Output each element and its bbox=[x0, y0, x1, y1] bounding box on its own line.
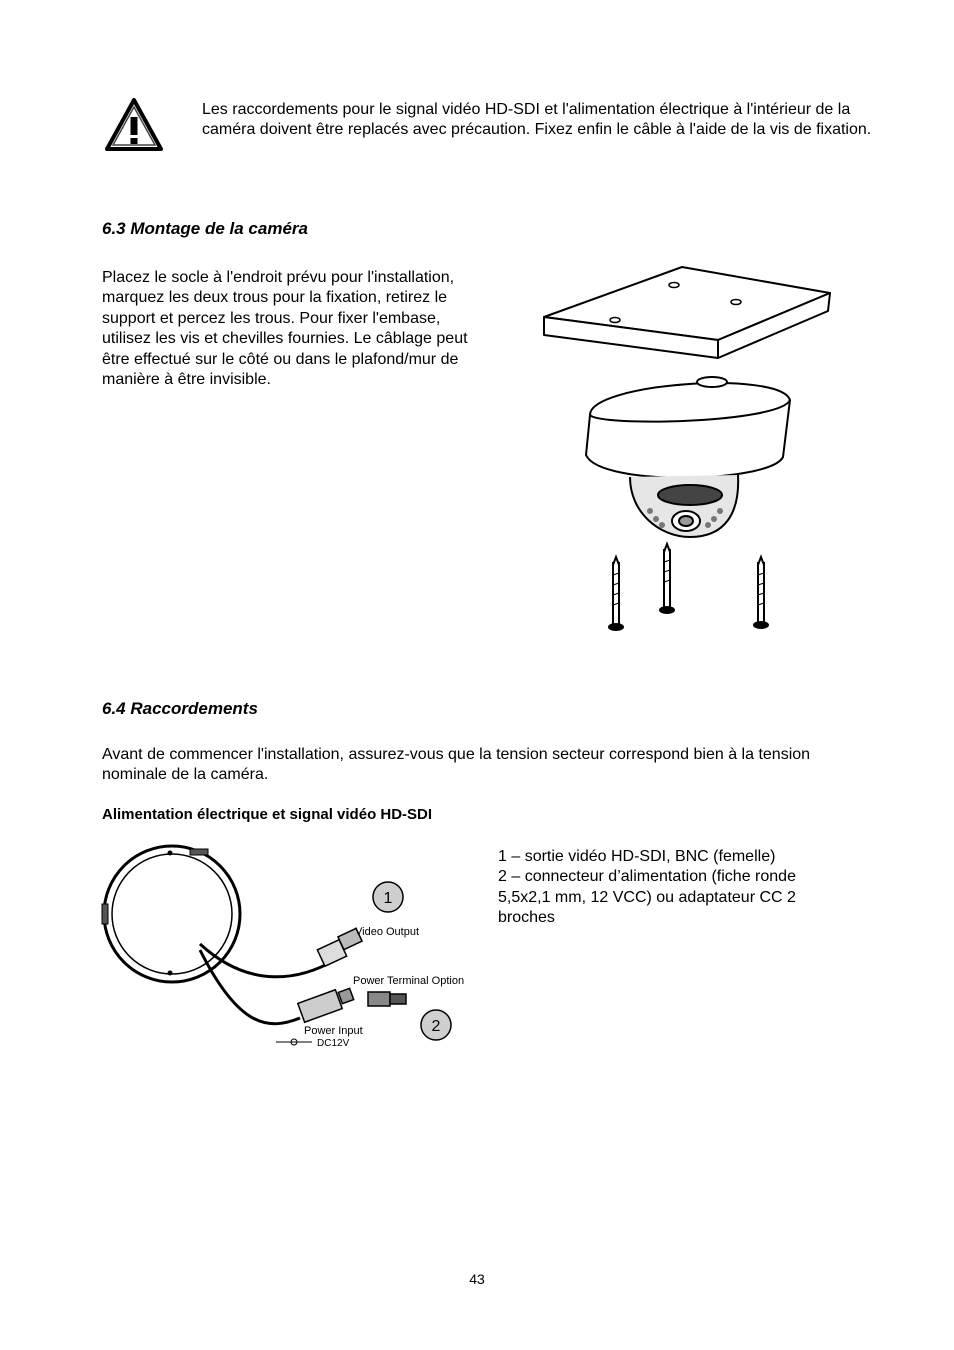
camera-ring bbox=[102, 846, 240, 982]
camera-module bbox=[630, 475, 738, 537]
power-connector bbox=[298, 988, 406, 1022]
connections-illustration bbox=[100, 840, 485, 1055]
camera-mounting-illustration bbox=[540, 265, 835, 640]
dc-voltage-label: DC12V bbox=[317, 1038, 350, 1049]
ceiling-plate bbox=[544, 267, 830, 358]
svg-text:2: 2 bbox=[431, 1018, 441, 1035]
screw-middle bbox=[660, 544, 674, 613]
connections-subheading: Alimentation électrique et signal vidéo HD-SDI bbox=[102, 806, 433, 823]
callout-2 bbox=[421, 1010, 451, 1040]
svg-text:1: 1 bbox=[383, 890, 393, 907]
callout-1 bbox=[373, 882, 403, 912]
power-terminal-label: Power Terminal Option bbox=[353, 975, 465, 987]
dc-polarity-icon bbox=[276, 1039, 312, 1045]
page-number: 43 bbox=[469, 1271, 485, 1287]
section-heading-raccordements: 6.4 Raccordements bbox=[102, 699, 258, 718]
camera-dome-base bbox=[586, 377, 790, 478]
connections-legend bbox=[498, 847, 828, 929]
warning-text: Les raccordements pour le signal vidéo HD-SDI et l'alimentation électrique à l'intérieur de la caméra doivent être replacés avec précaution. Fixez enfin le câble à l'aide de la vis de fixation. bbox=[202, 101, 872, 139]
video-output-label: Video Output bbox=[355, 926, 420, 938]
screw-right bbox=[754, 557, 768, 628]
raccordements-paragraph: Avant de commencer l'installation, assurez-vous que la tension secteur correspond bien à la tension nominale de la caméra. bbox=[102, 746, 811, 784]
legend-item-2: 2 – connecteur d’alimentation (fiche ronde 5,5x2,1 mm, 12 VCC) ou adaptateur CC 2 broches bbox=[498, 868, 796, 927]
power-cable bbox=[200, 950, 300, 1024]
warning-triangle-icon bbox=[104, 97, 164, 153]
legend-item-1: 1 – sortie vidéo HD-SDI, BNC (femelle) bbox=[498, 848, 776, 865]
montage-paragraph: Placez le socle à l'endroit prévu pour l'installation, marquez les deux trous pour la fixation, retirez le support et percez les trous. Pour fixer l'embase, utilisez les vis et chevilles fournies. Le câblage peut être effectué sur le côté ou dans le plafond/mur de manière à être invisible. bbox=[102, 269, 468, 389]
power-input-label: Power Input bbox=[304, 1025, 363, 1037]
section-heading-montage: 6.3 Montage de la caméra bbox=[102, 219, 308, 238]
